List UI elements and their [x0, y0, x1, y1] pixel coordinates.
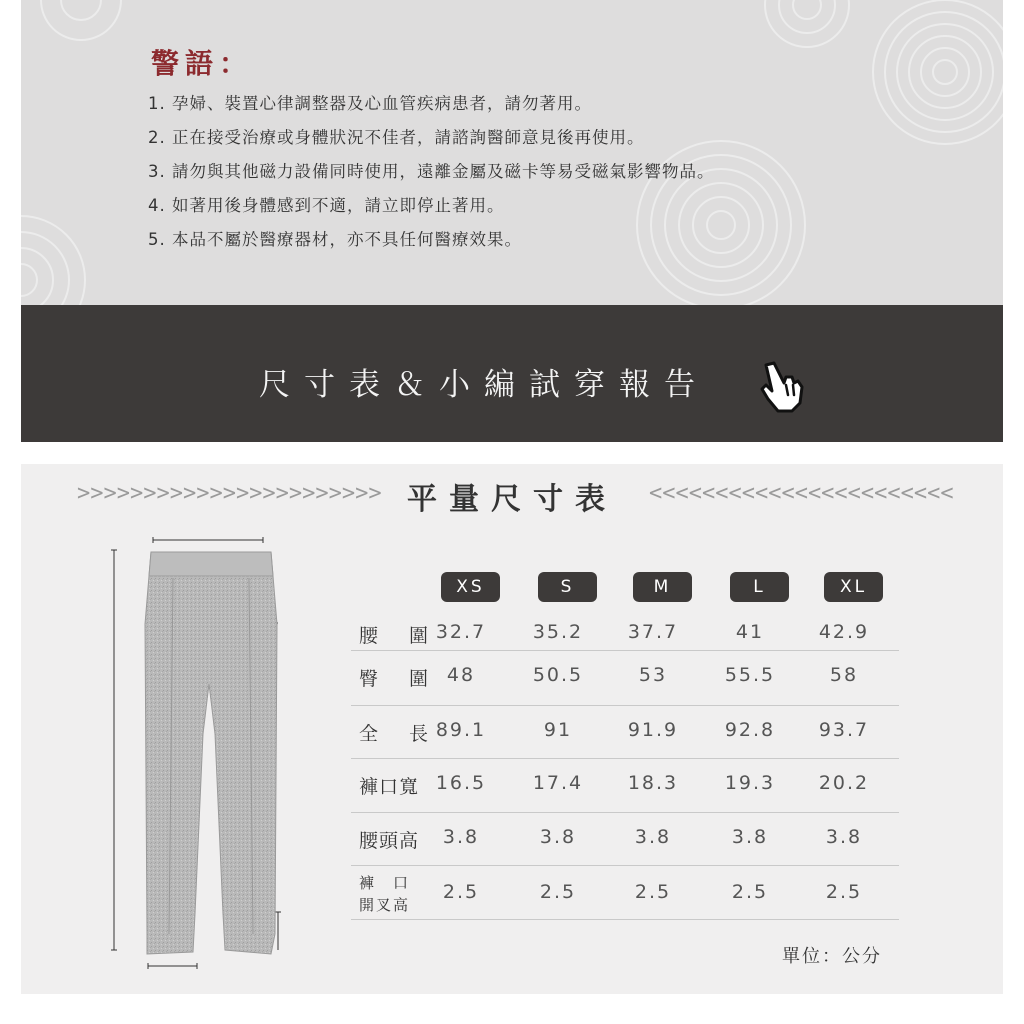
table-cell: 93.7: [818, 719, 870, 741]
warning-title: 警語：: [151, 47, 254, 80]
size-chart-panel: [21, 464, 1003, 994]
table-cell: 53: [638, 664, 668, 686]
table-cell: 41: [735, 621, 765, 643]
table-cell: 42.9: [818, 621, 870, 643]
table-row: [351, 706, 899, 759]
table-row: [351, 651, 899, 706]
table-cell: 91: [543, 719, 573, 741]
table-cell: 3.8: [442, 826, 480, 848]
table-cell: 55.5: [724, 664, 776, 686]
table-row: [351, 612, 899, 651]
table-cell: 2.5: [731, 881, 769, 903]
size-badge-xs: XS: [441, 572, 500, 602]
left-chevrons: >>>>>>>>>>>>>>>>>>>>>>>: [77, 481, 382, 506]
table-cell: 3.8: [539, 826, 577, 848]
row-label: 全 長: [359, 723, 435, 745]
table-cell: 37.7: [627, 621, 679, 643]
size-badge-m: M: [633, 572, 692, 602]
size-badge-l: L: [730, 572, 789, 602]
table-cell: 2.5: [825, 881, 863, 903]
table-cell: 48: [446, 664, 476, 686]
size-report-banner: [21, 305, 1003, 442]
table-cell: 89.1: [435, 719, 487, 741]
table-row: [351, 813, 899, 866]
warning-item: 2. 正在接受治療或身體狀況不佳者，請諮詢醫師意見後再使用。: [148, 128, 645, 147]
table-cell: 32.7: [435, 621, 487, 643]
table-cell: 16.5: [435, 772, 487, 794]
table-cell: 2.5: [442, 881, 480, 903]
table-cell: 3.8: [634, 826, 672, 848]
table-cell: 50.5: [532, 664, 584, 686]
table-cell: 18.3: [627, 772, 679, 794]
table-cell: 2.5: [634, 881, 672, 903]
table-cell: 20.2: [818, 772, 870, 794]
warning-item: 5. 本品不屬於醫療器材，亦不具任何醫療效果。: [148, 230, 522, 249]
hand-pointer-icon: [756, 359, 804, 415]
size-badge-xl: XL: [824, 572, 883, 602]
warning-list: [148, 92, 715, 262]
table-cell: 92.8: [724, 719, 776, 741]
row-label: 腰 圍: [359, 625, 435, 647]
table-cell: 3.8: [825, 826, 863, 848]
table-cell: 91.9: [627, 719, 679, 741]
table-cell: 2.5: [539, 881, 577, 903]
warning-item: 1. 孕婦、裝置心律調整器及心血管疾病患者，請勿著用。: [148, 94, 592, 113]
unit-label: 單位：公分: [782, 946, 882, 967]
pants-illustration: [111, 534, 311, 974]
table-cell: 58: [829, 664, 859, 686]
row-label: 褲口寬: [359, 776, 420, 798]
warning-item: 3. 請勿與其他磁力設備同時使用，遠離金屬及磁卡等易受磁氣影響物品。: [148, 162, 715, 181]
banner-title: 尺寸表＆小編試穿報告: [259, 367, 709, 403]
right-chevrons: <<<<<<<<<<<<<<<<<<<<<<<: [649, 481, 954, 506]
row-label: 臀 圍: [359, 668, 435, 690]
table-cell: 35.2: [532, 621, 584, 643]
warning-item: 4. 如著用後身體感到不適，請立即停止著用。: [148, 196, 505, 215]
table-cell: 19.3: [724, 772, 776, 794]
table-cell: 3.8: [731, 826, 769, 848]
table-row: [351, 759, 899, 813]
row-label: 褲 口 開叉高: [359, 874, 411, 914]
size-badge-s: S: [538, 572, 597, 602]
size-chart-title: 平量尺寸表: [407, 482, 617, 517]
table-row: [351, 866, 899, 920]
table-cell: 17.4: [532, 772, 584, 794]
warning-panel: [21, 0, 1003, 305]
row-label: 腰頭高: [359, 830, 420, 852]
